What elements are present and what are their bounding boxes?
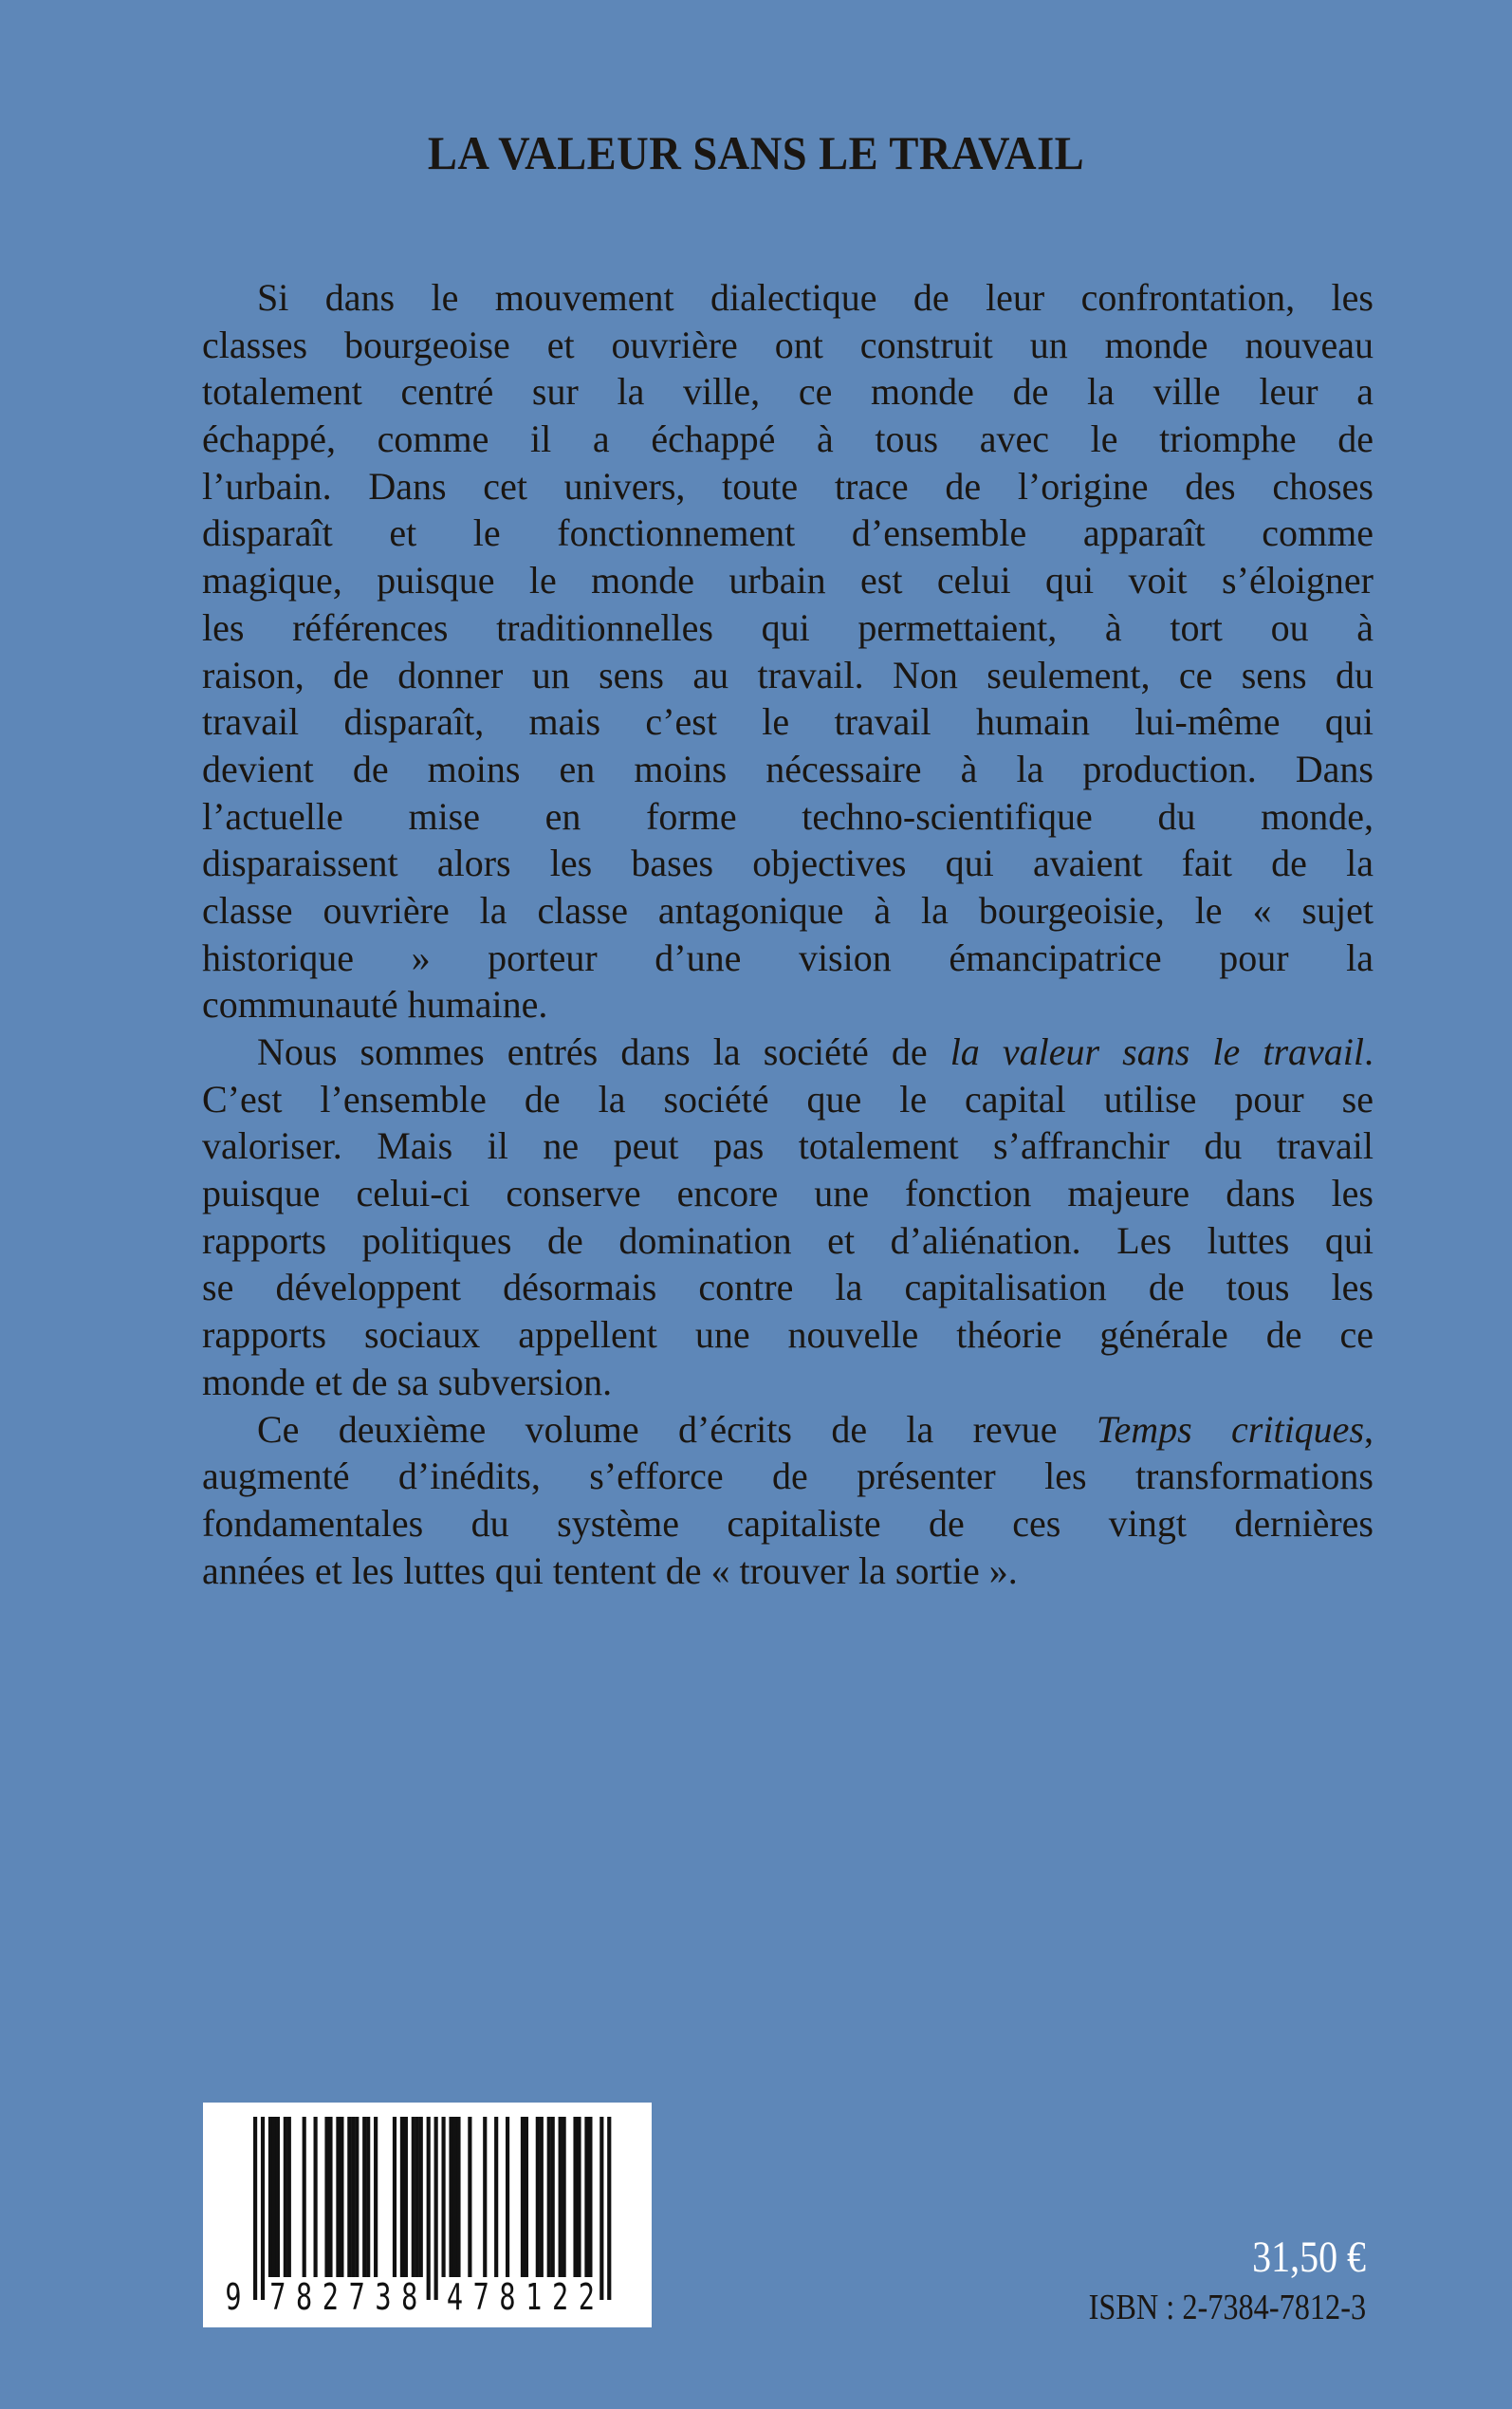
text-line <box>202 793 1374 841</box>
barcode <box>203 2103 652 2327</box>
barcode-digit: 8 <box>401 2275 418 2319</box>
barcode-bar <box>525 2117 528 2277</box>
barcode-bar <box>468 2117 471 2277</box>
barcode-bar <box>419 2117 423 2277</box>
barcode-bar <box>328 2117 332 2277</box>
barcode-digit: 1 <box>526 2275 543 2319</box>
text-span: raison, de donner un sens au travail. Non seulement, ce sens du <box>202 653 1374 696</box>
barcode-digit: 7 <box>472 2275 489 2319</box>
text-span: C’est l’ensemble de la société que le capital utilise pour se <box>202 1077 1374 1121</box>
barcode-digit: 2 <box>578 2275 595 2319</box>
text-span: rapports politiques de domination et d’aliénation. Les luttes qui <box>202 1218 1374 1262</box>
barcode-bar <box>559 2117 562 2277</box>
barcode-bar <box>573 2117 577 2277</box>
barcode-bar <box>347 2117 351 2277</box>
text-line <box>202 1406 1374 1454</box>
text-line <box>202 652 1374 699</box>
text-line <box>202 510 1374 557</box>
text-span: magique, puisque le monde urbain est celui qui voit s’éloigner <box>202 559 1374 602</box>
barcode-bar <box>324 2117 328 2277</box>
barcode-bar <box>303 2117 306 2277</box>
barcode-bar <box>449 2117 452 2277</box>
italic-title: la valeur sans le travail <box>950 1030 1364 1073</box>
text-span: , <box>1364 1407 1374 1451</box>
barcode-bar <box>340 2117 343 2277</box>
text-span: années et les luttes qui tentent de « trouver la sortie ». <box>202 1548 1018 1592</box>
barcode-bar <box>562 2117 566 2277</box>
barcode-bar <box>284 2117 287 2277</box>
barcode-bar <box>456 2117 460 2277</box>
barcode-bar <box>521 2117 525 2277</box>
text-line <box>202 935 1374 982</box>
barcode-digit: 2 <box>322 2275 339 2319</box>
text-span: échappé, comme il a échappé à tous avec le triomphe de <box>202 417 1374 461</box>
text-span: communauté humaine. <box>202 983 548 1027</box>
barcode-bar <box>415 2117 419 2277</box>
text-line <box>202 1217 1374 1265</box>
barcode-bar <box>588 2117 592 2277</box>
barcode-graphic <box>203 2103 652 2327</box>
text-span: monde et de sa subversion. <box>202 1360 613 1403</box>
text-line <box>202 368 1374 416</box>
barcode-bar <box>336 2117 340 2277</box>
text-line <box>202 1359 1374 1406</box>
barcode-bar <box>261 2117 265 2300</box>
text-span: classes bourgeoise et ouvrière ont construit un monde nouveau <box>202 323 1374 366</box>
barcode-bar <box>584 2117 588 2277</box>
text-line <box>202 322 1374 369</box>
text-span: se développent désormais contre la capitalisation de tous les <box>202 1266 1374 1309</box>
text-line <box>202 887 1374 935</box>
text-line <box>202 981 1374 1028</box>
text-span: historique » porteur d’une vision émancipatrice pour la <box>202 936 1374 979</box>
barcode-bar <box>404 2117 408 2277</box>
text-span: disparaissent alors les bases objectives qui avaient fait de la <box>202 842 1374 885</box>
text-line <box>202 698 1374 746</box>
barcode-bar <box>393 2117 396 2277</box>
text-span: Ce deuxième volume d’écrits de la revue <box>257 1407 1097 1451</box>
text-line <box>202 274 1374 322</box>
text-line <box>202 1264 1374 1311</box>
barcode-bar <box>287 2117 291 2277</box>
barcode-bar <box>272 2117 276 2277</box>
barcode-bar <box>362 2117 366 2277</box>
barcode-bar <box>355 2117 359 2277</box>
barcode-bar <box>351 2117 355 2277</box>
barcode-bar <box>494 2117 498 2277</box>
paragraph <box>202 1028 1374 1406</box>
barcode-digit: 8 <box>499 2275 516 2319</box>
text-span: puisque celui-ci conserve encore une fonction majeure dans les <box>202 1172 1374 1215</box>
text-line <box>202 1547 1374 1595</box>
text-line <box>202 1076 1374 1123</box>
book-title: LA VALEUR SANS LE TRAVAIL <box>427 126 1085 179</box>
barcode-digit: 8 <box>296 2275 313 2319</box>
barcode-bar <box>268 2117 272 2277</box>
barcode-bar <box>599 2117 603 2300</box>
paragraph <box>202 1406 1374 1595</box>
barcode-digit: 3 <box>375 2275 392 2319</box>
barcode-bar <box>412 2117 415 2277</box>
paragraph <box>202 274 1374 1028</box>
barcode-bar <box>536 2117 540 2277</box>
text-span: disparaît et le fonctionnement d’ensemble apparaît comme <box>202 511 1374 555</box>
text-span: travail disparaît, mais c’est le travail humain lui-même qui <box>202 700 1374 744</box>
barcode-digit: 9 <box>225 2275 242 2319</box>
text-span: classe ouvrière la classe antagonique à la bourgeoisie, le « sujet <box>202 888 1374 932</box>
text-span: devient de moins en moins nécessaire à la production. Dans <box>202 747 1374 790</box>
barcode-digit: 4 <box>446 2275 463 2319</box>
text-span: fondamentales du système capitaliste de ces vingt dernières <box>202 1501 1374 1545</box>
barcode-bar <box>540 2117 544 2277</box>
text-span: Nous sommes entrés dans la société de <box>257 1030 950 1073</box>
text-line <box>202 746 1374 793</box>
barcode-bar <box>400 2117 404 2277</box>
barcode-bar <box>607 2117 611 2300</box>
text-span: augmenté d’inédits, s’efforce de présenter les transformations <box>202 1455 1374 1498</box>
text-line <box>202 1028 1374 1076</box>
barcode-bar <box>547 2117 551 2277</box>
text-line <box>202 1500 1374 1547</box>
text-span: valoriser. Mais il ne peut pas totalement s’affranchir du travail <box>202 1124 1374 1168</box>
text-line <box>202 1311 1374 1359</box>
price: 31,50 € <box>1252 2233 1366 2282</box>
barcode-bar <box>276 2117 280 2277</box>
barcode-bar <box>483 2117 487 2277</box>
barcode-bar <box>551 2117 555 2277</box>
text-line <box>202 604 1374 652</box>
text-span: rapports sociaux appellent une nouvelle théorie générale de ce <box>202 1313 1374 1357</box>
text-line <box>202 1453 1374 1500</box>
barcode-bar <box>452 2117 456 2277</box>
barcode-bar <box>366 2117 370 2277</box>
text-span: les références traditionnelles qui permettaient, à tort ou à <box>202 605 1374 649</box>
text-line <box>202 1170 1374 1217</box>
barcode-bar <box>442 2117 446 2277</box>
barcode-digit: 7 <box>348 2275 365 2319</box>
text-line <box>202 1122 1374 1170</box>
isbn: ISBN : 2-7384-7812-3 <box>1088 2288 1366 2327</box>
italic-title: Temps critiques <box>1096 1407 1365 1451</box>
text-span: l’actuelle mise en forme techno-scientifique du monde, <box>202 794 1374 838</box>
barcode-bar <box>577 2117 581 2277</box>
barcode-bar <box>374 2117 378 2277</box>
barcode-digit: 2 <box>551 2275 569 2319</box>
text-span: Si dans le mouvement dialectique de leur confrontation, les <box>257 276 1374 319</box>
barcode-bar <box>314 2117 318 2277</box>
text-span: totalement centré sur la ville, ce monde de la ville leur a <box>202 370 1374 414</box>
text-span: . <box>1364 1030 1374 1073</box>
text-line <box>202 416 1374 463</box>
barcode-bar <box>253 2117 257 2300</box>
barcode-bar <box>434 2117 438 2300</box>
text-line <box>202 840 1374 887</box>
back-cover-blurb <box>202 274 1374 1594</box>
text-line <box>202 463 1374 510</box>
barcode-bar <box>506 2117 509 2277</box>
barcode-bar <box>427 2117 431 2300</box>
barcode-digit: 7 <box>269 2275 286 2319</box>
text-line <box>202 557 1374 604</box>
text-span: l’urbain. Dans cet univers, toute trace de l’origine des choses <box>202 464 1374 508</box>
